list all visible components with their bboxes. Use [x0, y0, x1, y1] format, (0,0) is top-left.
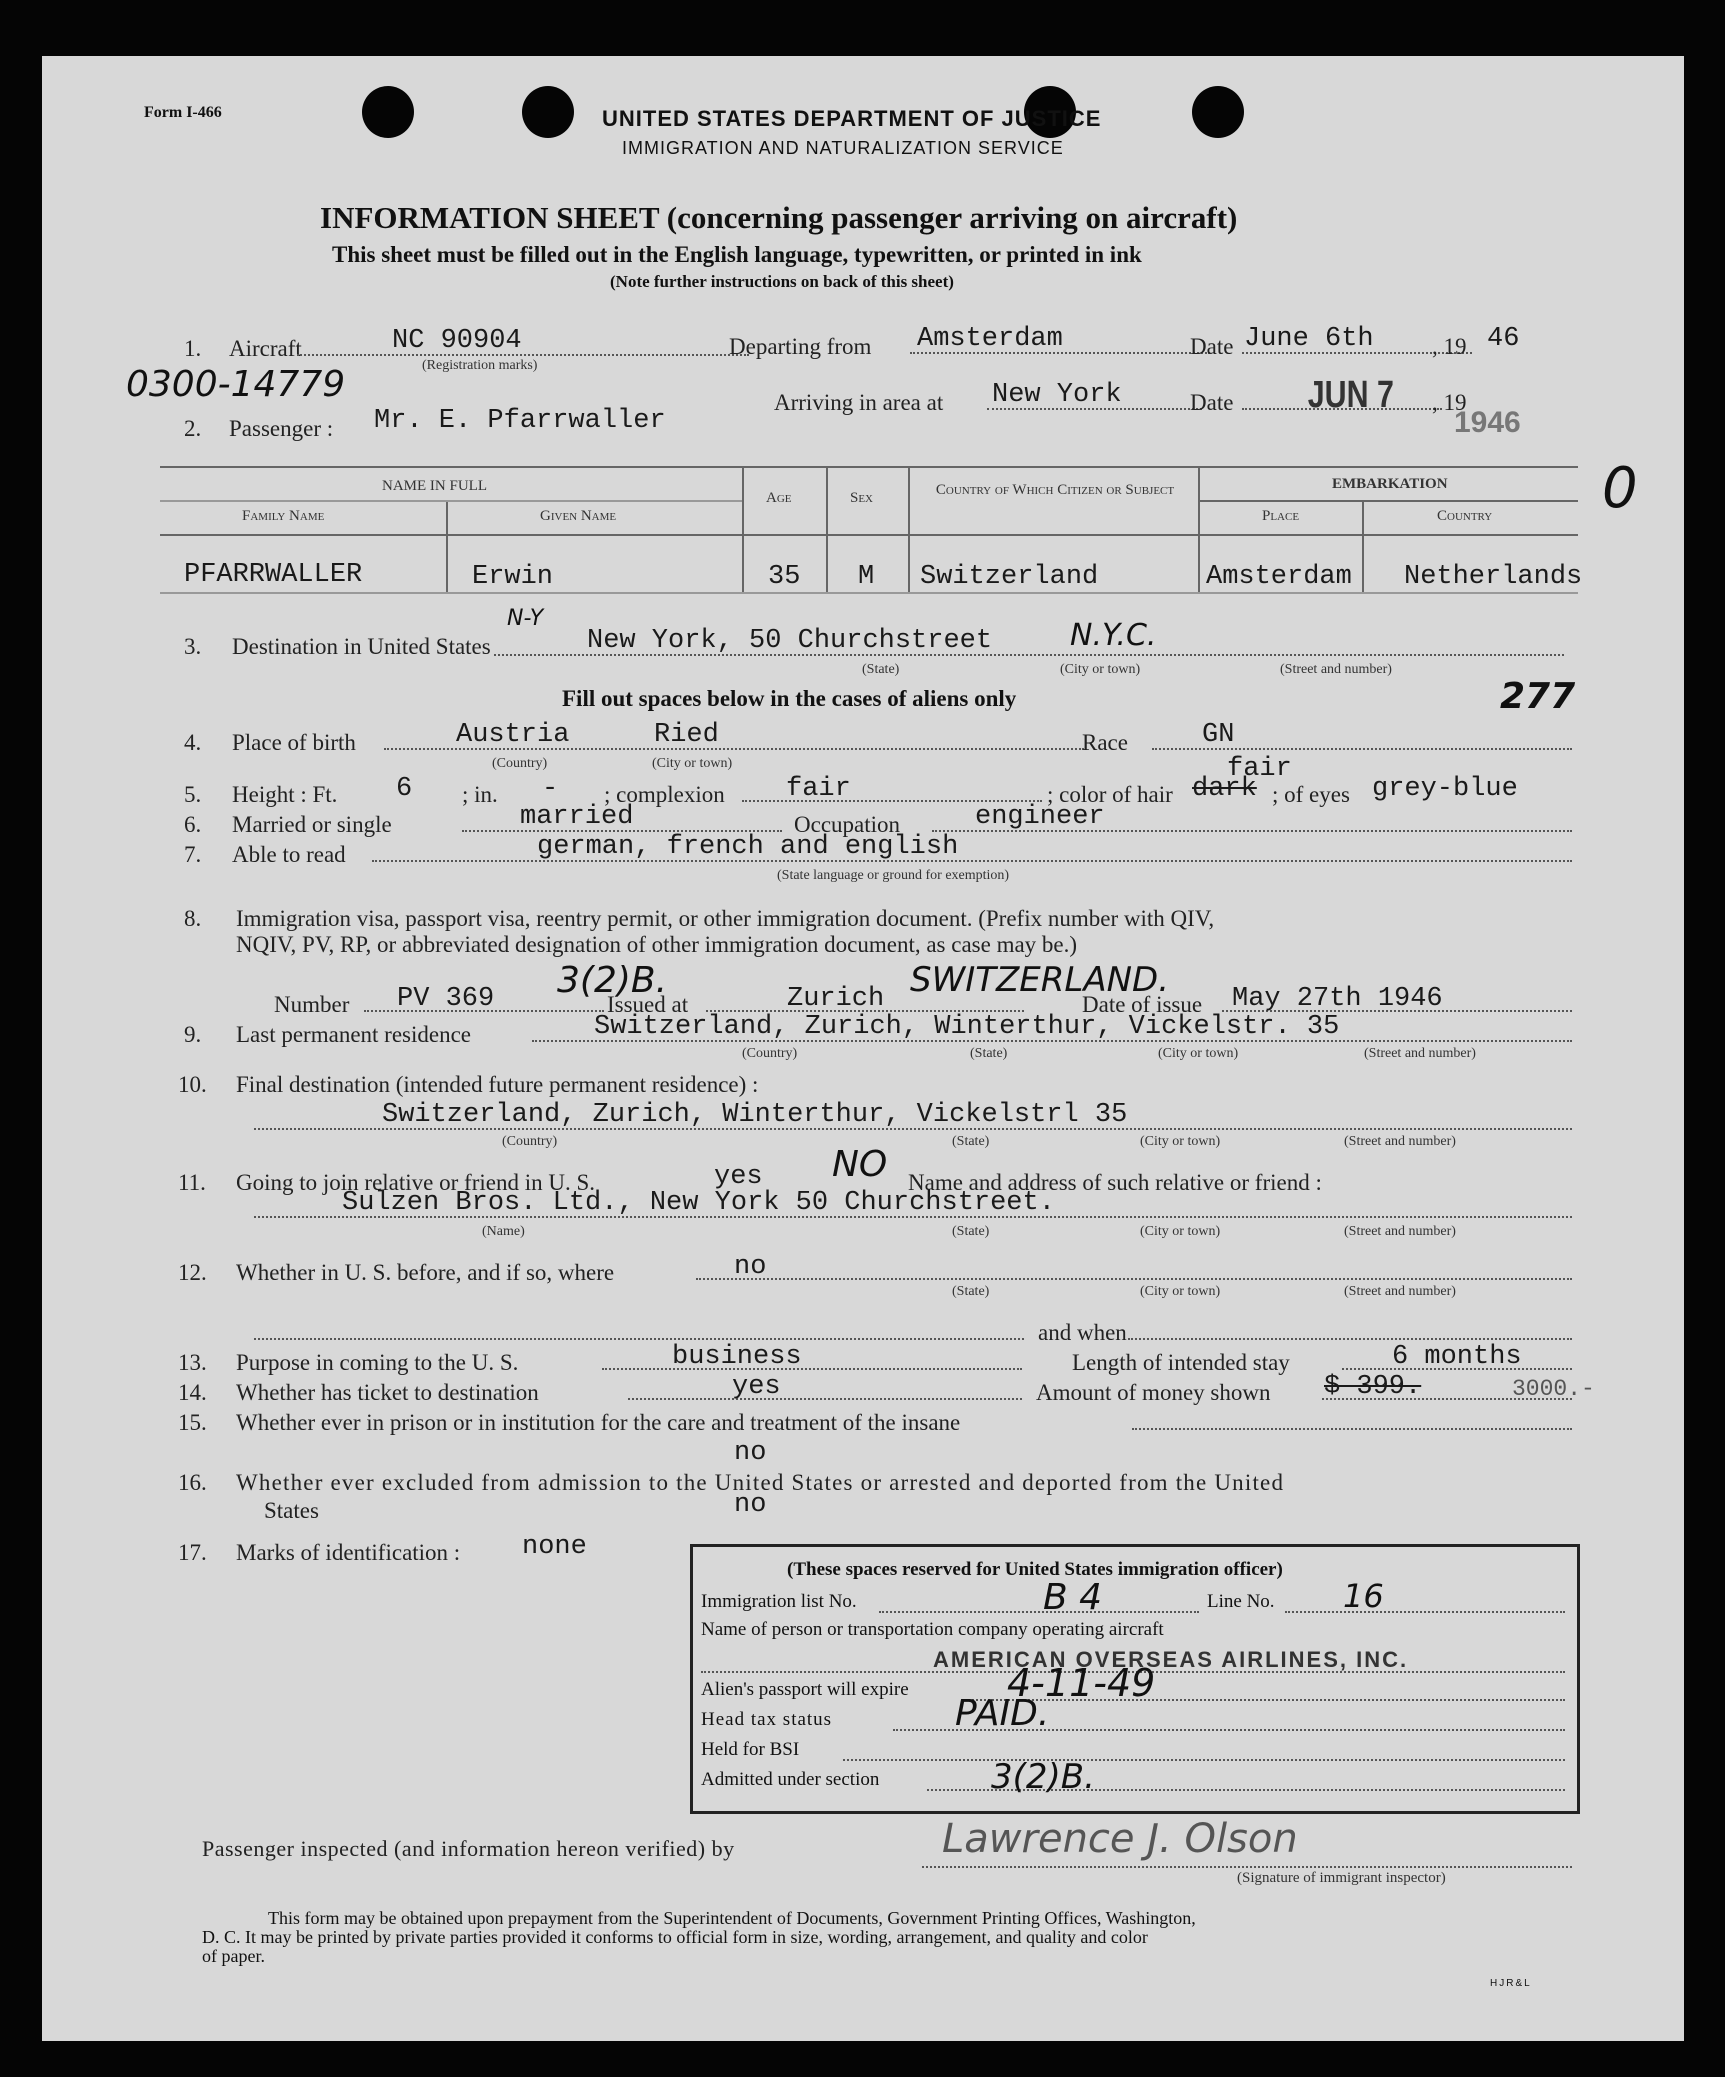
complexion-label: ; complexion [604, 782, 725, 807]
passenger-value: Mr. E. Pfarrwaller [374, 406, 666, 436]
aircraft-value: NC 90904 [392, 326, 522, 356]
prison-value: no [734, 1438, 767, 1468]
arriving-value: New York [992, 380, 1122, 410]
and-when-label: and when [1038, 1320, 1127, 1345]
file-number-handwritten: 0300-14779 [126, 364, 346, 405]
destination-handwritten: N.Y.C. [1070, 618, 1157, 653]
company-value: AMERICAN OVERSEAS AIRLINES, INC. [933, 1647, 1409, 1672]
admitted-section-label: Admitted under section [701, 1769, 880, 1790]
street-caption: (Street and number) [1344, 1224, 1456, 1239]
stay-value: 6 months [1392, 1342, 1522, 1372]
line-number-label: Line No. [1207, 1591, 1275, 1612]
immigration-list-value: B 4 [1043, 1577, 1103, 1618]
join-relative-handwritten: NO [832, 1144, 888, 1185]
state-caption: (State) [952, 1284, 990, 1299]
marital-value: married [520, 802, 634, 832]
passport-expire-value: 4-11-49 [1007, 1661, 1156, 1705]
birth-country-value: Austria [456, 720, 570, 750]
final-destination-label: Final destination (intended future permanent residence) : [236, 1072, 759, 1097]
hair-correction: fair [1227, 754, 1292, 784]
race-value: GN [1202, 720, 1235, 750]
item-number: 13. [178, 1350, 207, 1375]
relative-address-label: Name and address of such relative or friend : [908, 1170, 1322, 1195]
street-caption: (Street and number) [1344, 1134, 1456, 1149]
destination-value: New York, 50 Churchstreet [587, 626, 993, 656]
registration-caption: (Registration marks) [422, 358, 538, 373]
aliens-only-note: Fill out spaces below in the cases of aliens only [562, 686, 1017, 711]
officer-box-title: (These spaces reserved for United States immigration officer) [787, 1559, 1283, 1580]
immigration-doc-text-2: NQIV, PV, RP, or abbreviated designation of other immigration document, as case may be.) [236, 932, 1078, 957]
item-number: 6. [184, 812, 202, 837]
issue-date-value: May 27th 1946 [1232, 984, 1443, 1014]
given-name-header: Given Name [540, 508, 617, 524]
item-number: 1. [184, 336, 202, 361]
inches-label: ; in. [462, 782, 498, 807]
city-caption: (City or town) [1060, 662, 1141, 677]
last-residence-label: Last permanent residence [236, 1022, 471, 1047]
sex-header: Sex [850, 490, 874, 506]
line-number-value: 16 [1343, 1577, 1384, 1615]
item-number: 7. [184, 842, 202, 867]
item-number: 3. [184, 634, 202, 659]
join-relative-value: yes [714, 1162, 763, 1192]
item-number: 10. [178, 1072, 207, 1097]
city-caption: (City or town) [1140, 1224, 1221, 1239]
age-header: Age [766, 490, 792, 506]
sex-value: M [858, 562, 875, 592]
complexion-value: fair [786, 774, 851, 804]
issue-date-label: Date of issue [1082, 992, 1203, 1017]
form-sheet [42, 56, 1684, 2041]
footer-line-3: of paper. [202, 1946, 265, 1966]
passport-expire-label: Alien's passport will expire [701, 1679, 909, 1700]
place-header: Place [1262, 508, 1300, 524]
citizen-value: Switzerland [920, 562, 1099, 592]
height-feet-value: 6 [396, 774, 413, 804]
officer-reserved-box [690, 1544, 1580, 1814]
hair-label: ; color of hair [1047, 782, 1173, 807]
punch-hole [1192, 86, 1244, 138]
join-relative-label: Going to join relative or friend in U. S. [236, 1170, 595, 1195]
ticket-label: Whether has ticket to destination [236, 1380, 539, 1405]
punch-hole [522, 86, 574, 138]
form-number: Form I-466 [144, 104, 222, 121]
margin-mark: 0 [1602, 456, 1638, 521]
given-name-value: Erwin [472, 562, 554, 592]
signature-caption: (Signature of immigrant inspector) [1237, 1870, 1446, 1886]
state-caption: (State) [862, 662, 900, 677]
marital-label: Married or single [232, 812, 392, 837]
margin-number: 277 [1500, 676, 1576, 717]
occupation-label: Occupation [794, 812, 901, 837]
country-caption: (Country) [492, 756, 548, 771]
family-name-header: Family Name [242, 508, 325, 524]
arrival-year-prefix: , 19 [1432, 390, 1467, 415]
state-caption: (State) [952, 1134, 990, 1149]
money-correction: 3000.- [1512, 1376, 1595, 1402]
embark-place-value: Amsterdam [1206, 562, 1352, 592]
head-tax-label: Head tax status [701, 1709, 833, 1730]
departing-value: Amsterdam [917, 324, 1063, 354]
item-number: 5. [184, 782, 202, 807]
service-name: IMMIGRATION AND NATURALIZATION SERVICE [622, 138, 1064, 158]
race-label: Race [1082, 730, 1128, 755]
street-caption: (Street and number) [1344, 1284, 1456, 1299]
instruction-text: This sheet must be filled out in the English language, typewritten, or printed in ink [332, 242, 1142, 267]
name-in-full-header: NAME IN FULL [382, 478, 487, 494]
item-number: 16. [178, 1470, 207, 1495]
issued-label: Issued at [607, 992, 689, 1017]
birthplace-label: Place of birth [232, 730, 356, 755]
identification-label: Marks of identification : [236, 1540, 461, 1565]
city-caption: (City or town) [652, 756, 733, 771]
item-number: 9. [184, 1022, 202, 1047]
item-number: 14. [178, 1380, 207, 1405]
stay-label: Length of intended stay [1072, 1350, 1290, 1375]
arrival-date-stamp: JUN 7 [1307, 374, 1394, 416]
purpose-value: business [672, 1342, 802, 1372]
inspection-label: Passenger inspected (and information hereon verified) by [202, 1836, 735, 1861]
item-number: 15. [178, 1410, 207, 1435]
country-caption: (Country) [502, 1134, 558, 1149]
item-number: 2. [184, 416, 202, 441]
arrival-date-label: Date [1190, 390, 1234, 415]
footer-line-2: D. C. It may be printed by private parties provided it conforms to official form in size, wording, arrangement, and quality and color [202, 1927, 1148, 1947]
money-label: Amount of money shown [1036, 1380, 1271, 1405]
doc-number-handwritten: 3(2)B. [557, 960, 668, 1001]
destination-annotation: N-Y [507, 606, 544, 631]
final-destination-value: Switzerland, Zurich, Winterthur, Vickelstrl 35 [382, 1100, 1128, 1130]
destination-label: Destination in United States [232, 634, 491, 659]
family-name-value: PFARRWALLER [184, 560, 363, 590]
arriving-label: Arriving in area at [774, 390, 944, 415]
issued-handwritten: SWITZERLAND. [910, 960, 1170, 1000]
departure-date: June 6th [1244, 324, 1374, 354]
item-number: 12. [178, 1260, 207, 1285]
prison-label: Whether ever in prison or in institution for the care and treatment of the insane [236, 1410, 961, 1435]
city-caption: (City or town) [1140, 1134, 1221, 1149]
purpose-label: Purpose in coming to the U. S. [236, 1350, 519, 1375]
street-caption: (Street and number) [1280, 662, 1392, 677]
eyes-value: grey-blue [1372, 774, 1518, 804]
birth-city-value: Ried [654, 720, 719, 750]
item-number: 17. [178, 1540, 207, 1565]
age-value: 35 [768, 562, 801, 592]
instruction-note: (Note further instructions on back of this sheet) [610, 272, 954, 291]
doc-number-value: PV 369 [397, 984, 495, 1014]
embark-country-value: Netherlands [1404, 562, 1583, 592]
identification-value: none [522, 1532, 587, 1562]
departure-year: 46 [1487, 324, 1520, 354]
item-number: 8. [184, 906, 202, 931]
departing-label: Departing from [729, 334, 872, 359]
immigration-list-label: Immigration list No. [701, 1591, 857, 1612]
punch-hole [362, 86, 414, 138]
aircraft-label: Aircraft [229, 336, 302, 361]
printer-mark: HJR&L [1490, 1978, 1532, 1989]
year-prefix: , 19 [1432, 334, 1467, 359]
date-label: Date [1190, 334, 1234, 359]
country-header: Country [1437, 508, 1493, 524]
country-caption: (Country) [742, 1046, 798, 1061]
country-citizen-header: Country of Which Citizen or Subject [935, 482, 1175, 498]
last-residence-value: Switzerland, Zurich, Winterthur, Vickelstr. 35 [594, 1012, 1340, 1042]
money-value: $ 399. [1324, 1372, 1422, 1402]
excluded-value: no [734, 1490, 767, 1520]
us-before-value: no [734, 1252, 767, 1282]
embarkation-header: EMBARKATION [1332, 476, 1448, 492]
us-before-label: Whether in U. S. before, and if so, where [236, 1260, 615, 1285]
page-title: INFORMATION SHEET (concerning passenger arriving on aircraft) [320, 200, 1238, 235]
hair-value: dark [1192, 774, 1257, 804]
height-label: Height : Ft. [232, 782, 338, 807]
eyes-label: ; of eyes [1272, 782, 1350, 807]
immigration-doc-text-1: Immigration visa, passport visa, reentry permit, or other immigration document. (Prefix number with QIV, [236, 906, 1215, 931]
relative-value: Sulzen Bros. Ltd., New York 50 Churchstreet. [342, 1188, 1055, 1218]
state-caption: (State) [970, 1046, 1008, 1061]
item-number: 4. [184, 730, 202, 755]
language-caption: (State language or ground for exemption) [777, 868, 1010, 883]
ticket-value: yes [732, 1372, 781, 1402]
admitted-section-value: 3(2)B. [991, 1757, 1095, 1797]
state-caption: (State) [952, 1224, 990, 1239]
arrival-year-stamp: 1946 [1454, 406, 1521, 439]
occupation-value: engineer [975, 802, 1105, 832]
department-name: UNITED STATES DEPARTMENT OF JUSTICE [602, 106, 1102, 131]
bsi-label: Held for BSI [701, 1739, 800, 1760]
excluded-text-1: Whether ever excluded from admission to the United States or arrested and deported from the United [236, 1470, 1285, 1495]
city-caption: (City or town) [1140, 1284, 1221, 1299]
doc-number-label: Number [274, 992, 350, 1017]
item-number: 11. [178, 1170, 206, 1195]
head-tax-value: PAID. [955, 1693, 1050, 1734]
excluded-text-2: States [264, 1498, 319, 1523]
company-label: Name of person or transportation company operating aircraft [701, 1619, 1164, 1640]
issued-value: Zurich [787, 984, 885, 1014]
read-label: Able to read [232, 842, 346, 867]
city-caption: (City or town) [1158, 1046, 1239, 1061]
inspector-signature: Lawrence J. Olson [942, 1816, 1298, 1862]
languages-value: german, french and english [537, 832, 959, 862]
name-caption: (Name) [482, 1224, 525, 1239]
inches-value: - [542, 774, 559, 804]
passenger-label: Passenger : [229, 416, 334, 441]
footer-line-1: This form may be obtained upon prepayment from the Superintendent of Documents, Government Printing Offices, Washington, [268, 1908, 1196, 1928]
street-caption: (Street and number) [1364, 1046, 1476, 1061]
